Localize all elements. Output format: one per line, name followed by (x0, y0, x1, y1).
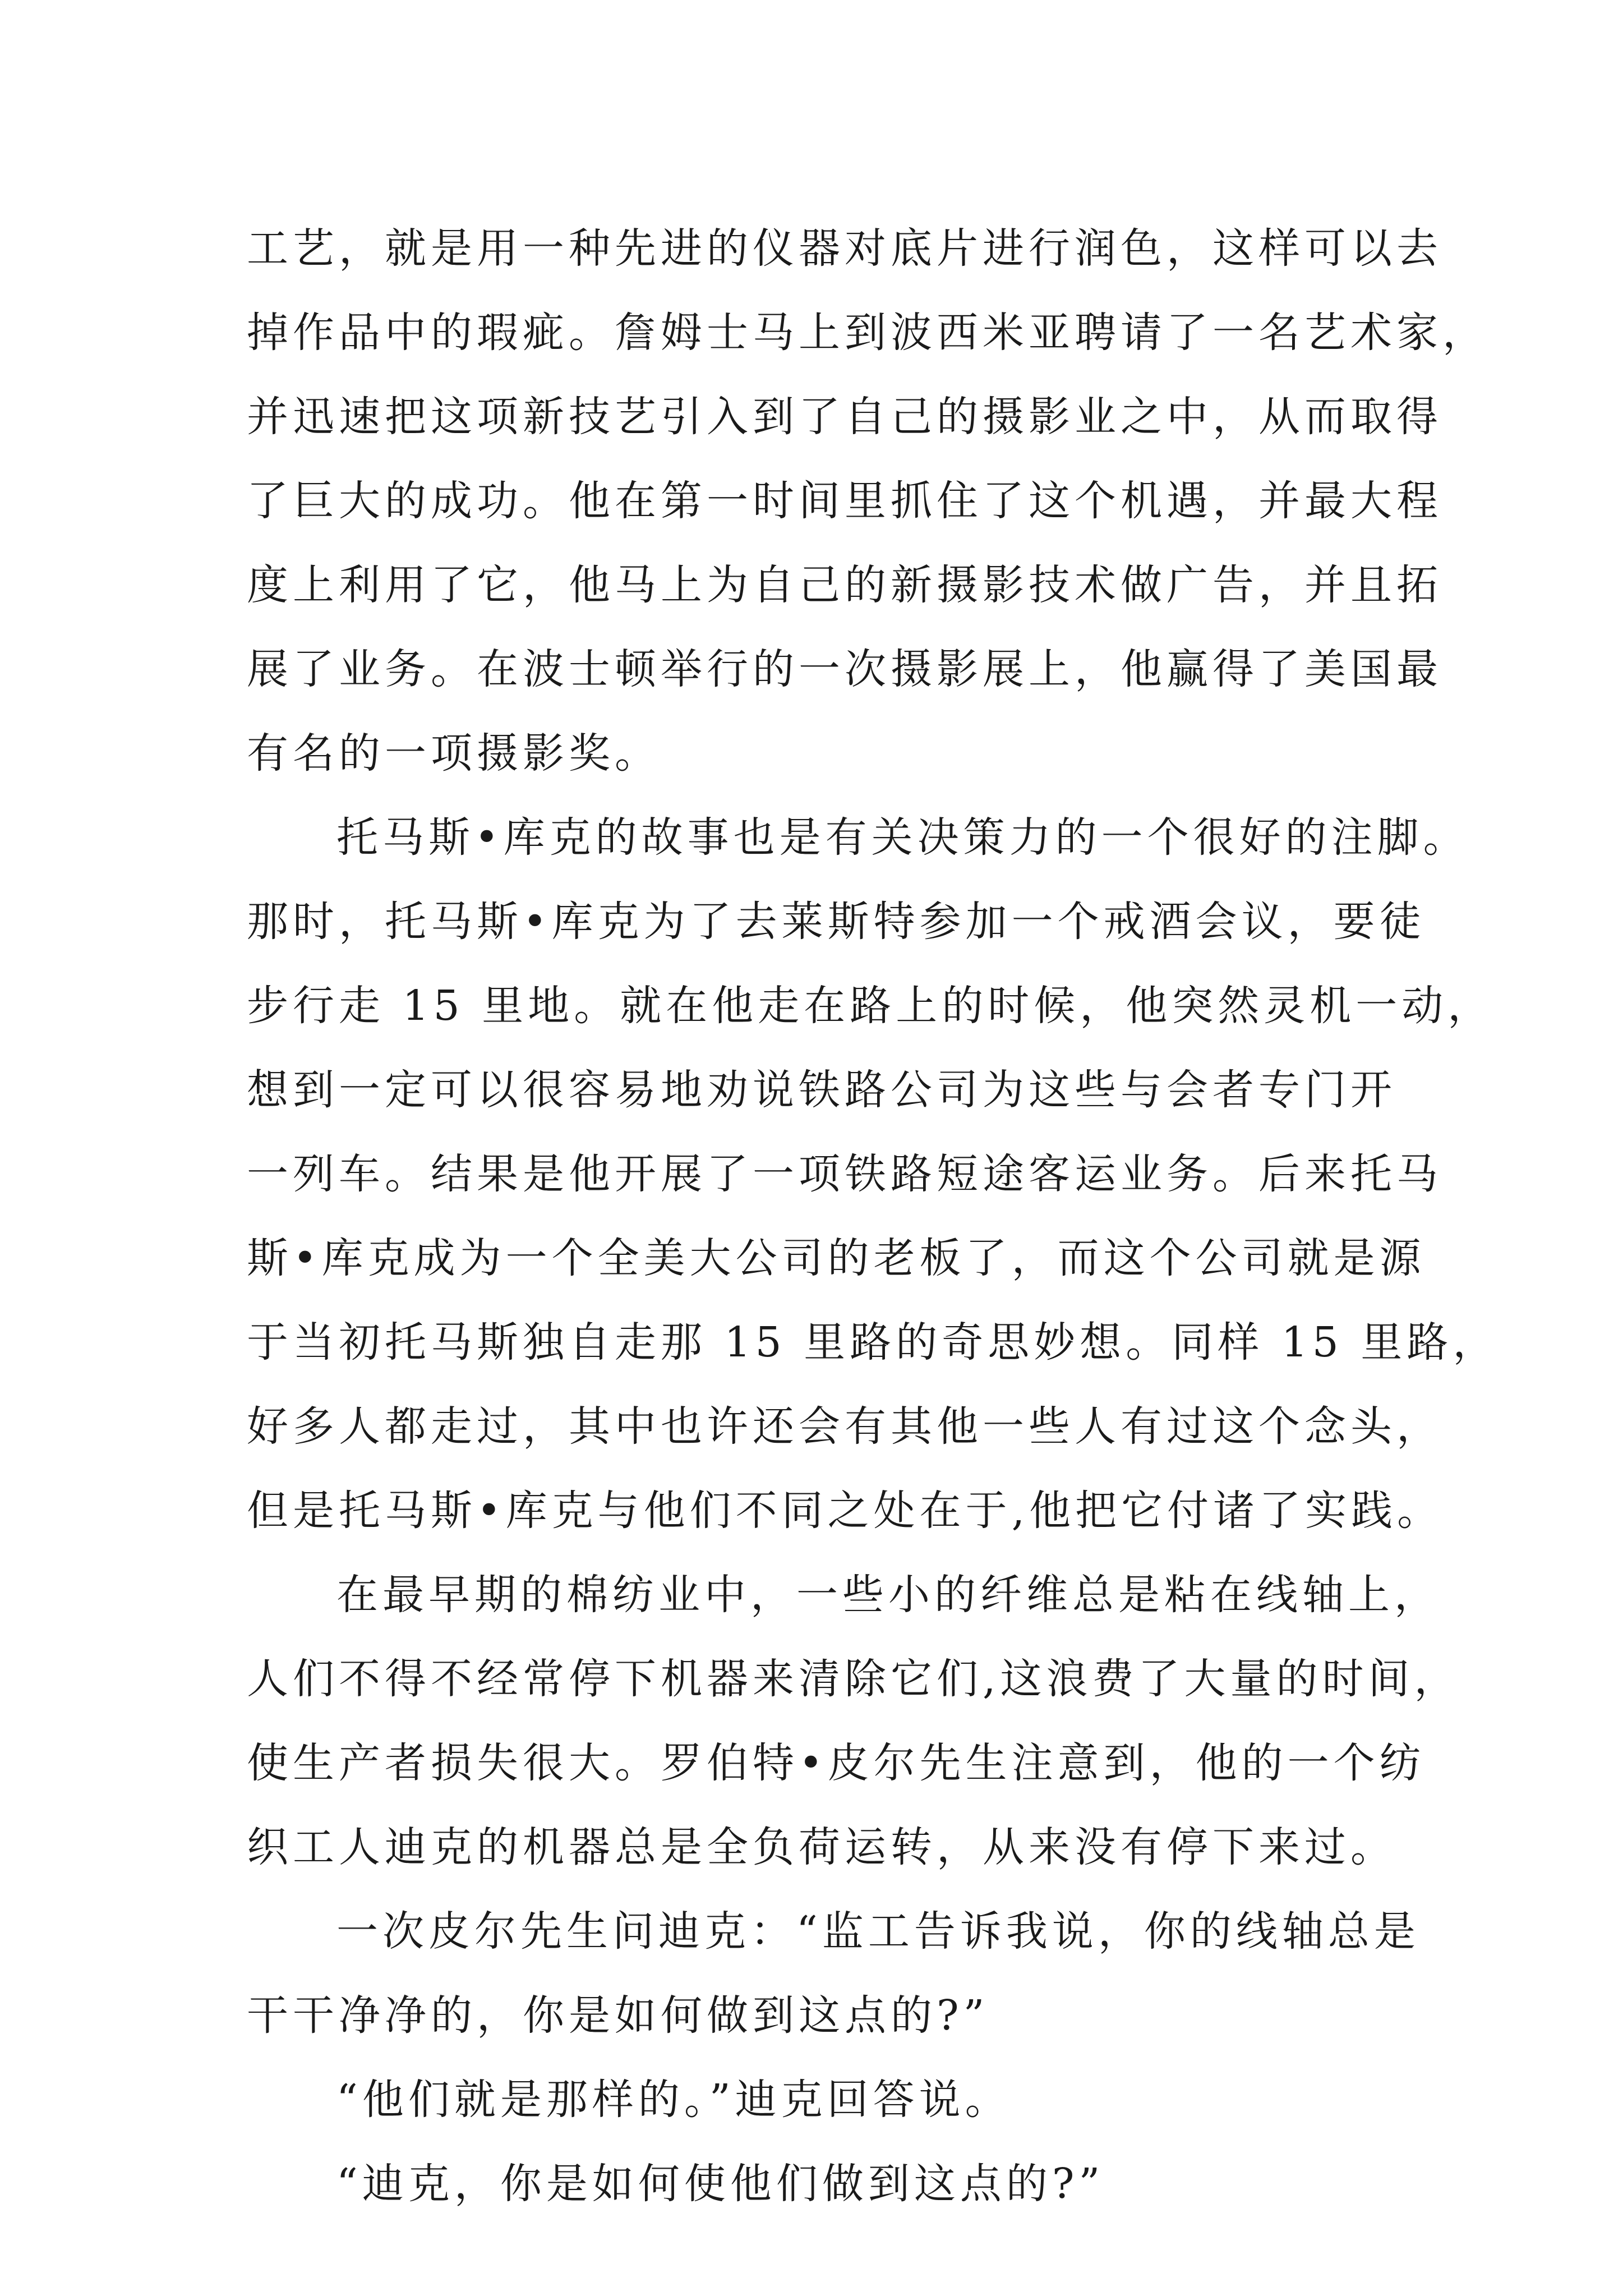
text-line: 织工人迪克的机器总是全负荷运转，从来没有停下来过。 (247, 1823, 1396, 1871)
text-line: 有名的一项摄影奖。 (247, 729, 661, 777)
text-line: 度上利用了它，他马上为自己的新摄影技术做广告，并且拓 (247, 561, 1442, 609)
paragraph-first-line: 托马斯•库克的故事也是有关决策力的一个很好的注脚。 (336, 813, 1469, 862)
text-line: 想到一定可以很容易地劝说铁路公司为这些与会者专门开 (247, 1066, 1396, 1114)
text-line: 并迅速把这项新技艺引入到了自己的摄影业之中，从而取得 (247, 393, 1442, 441)
text-line: 好多人都走过，其中也许还会有其他一些人有过这个念头， (247, 1402, 1442, 1451)
text-line: 掉作品中的瑕疵。詹姆士马上到波西米亚聘请了一名艺术家， (247, 309, 1488, 357)
text-line: 工艺，就是用一种先进的仪器对底片进行润色，这样可以去 (247, 224, 1442, 273)
paragraph-first-line: “他们就是那样的。”迪克回答说。 (336, 2076, 1011, 2124)
text-line: 人们不得不经常停下机器来清除它们,这浪费了大量的时间， (247, 1655, 1460, 1703)
text-line: 步行走 15 里地。就在他走在路上的时候，他突然灵机一动， (247, 982, 1494, 1030)
text-line: 但是托马斯•库克与他们不同之处在于,他把它付诸了实践。 (247, 1487, 1444, 1535)
text-line: 干干净净的，你是如何做到这点的?” (247, 1991, 989, 2040)
paragraph-first-line: 在最早期的棉纺业中，一些小的纤维总是粘在线轴上， (336, 1571, 1440, 1619)
text-line: 展了业务。在波士顿举行的一次摄影展上，他赢得了美国最 (247, 645, 1442, 693)
text-line: 使生产者损失很大。罗伯特•皮尔先生注意到，他的一个纺 (247, 1739, 1426, 1787)
text-line: 那时，托马斯•库克为了去莱斯特参加一个戒酒会议，要徒 (247, 898, 1426, 946)
text-line: 一列车。结果是他开展了一项铁路短途客运业务。后来托马 (247, 1150, 1442, 1198)
text-line: 斯•库克成为一个全美大公司的老板了，而这个公司就是源 (247, 1234, 1426, 1282)
text-line: 了巨大的成功。他在第一时间里抓住了这个机遇，并最大程 (247, 477, 1442, 525)
text-line: 于当初托马斯独自走那 15 里路的奇思妙想。同样 15 里路， (247, 1318, 1499, 1366)
paragraph-first-line: 一次皮尔先生问迪克：“监工告诉我说，你的线轴总是 (336, 1907, 1420, 1955)
document-body (247, 206, 1499, 2226)
paragraph-first-line: “迪克，你是如何使他们做到这点的?” (336, 2160, 1105, 2208)
